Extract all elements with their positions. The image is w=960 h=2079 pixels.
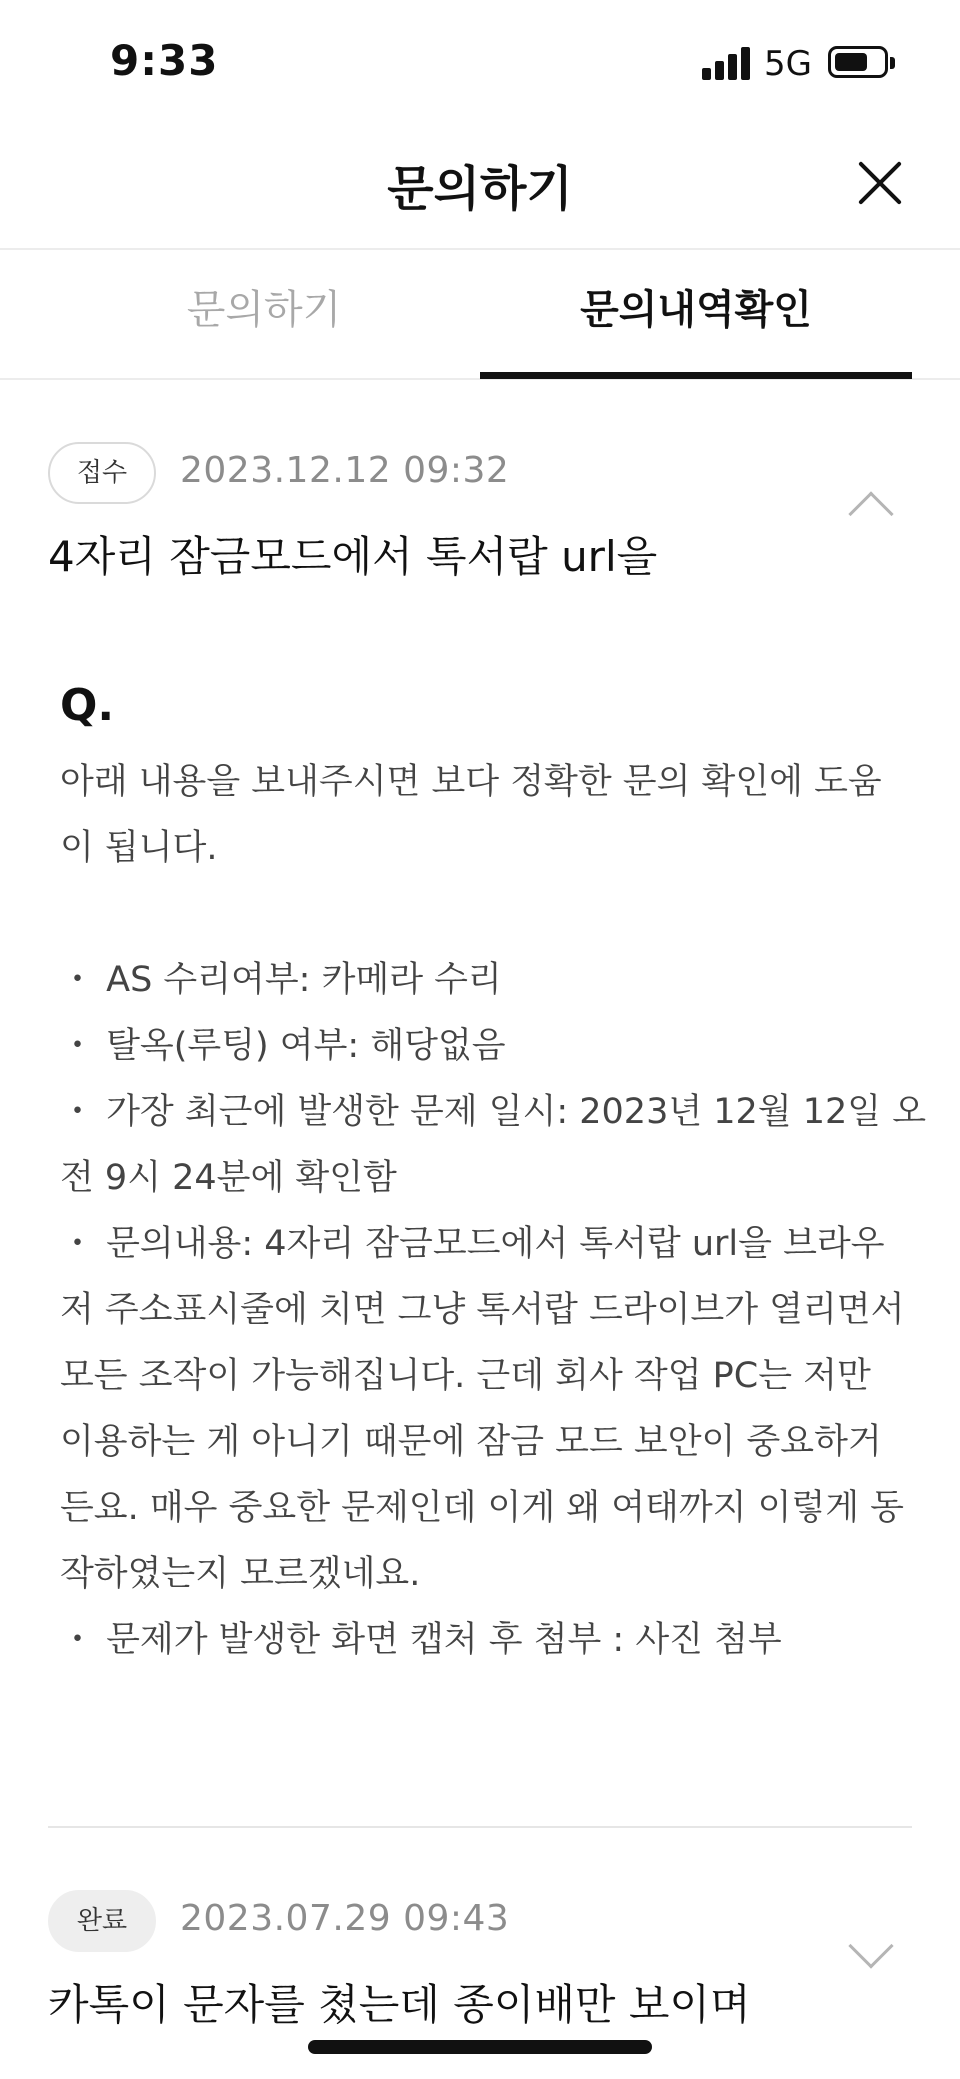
status-time: 9:33 <box>110 36 219 85</box>
tab-inquiry[interactable]: 문의하기 <box>186 287 342 333</box>
inquiry-date: 2023.07.29 09:43 <box>180 1898 510 1939</box>
question-line: ・ 문의내용: 4자리 잠금모드에서 톡서랍 url을 브라우 <box>60 1224 885 1264</box>
question-line: ・ 탈옥(루팅) 여부: 해당없음 <box>60 1026 506 1066</box>
tab-bar <box>0 250 960 380</box>
signal-icon <box>702 46 752 80</box>
question-line: 아래 내용을 보내주시면 보다 정확한 문의 확인에 도움 <box>60 762 882 802</box>
inquiry-item-header[interactable] <box>0 1890 960 2050</box>
status-bar <box>0 0 960 130</box>
status-badge: 접수 <box>48 442 156 504</box>
status-badge: 완료 <box>48 1890 156 1952</box>
divider <box>48 1826 912 1828</box>
close-icon[interactable] <box>848 150 914 216</box>
question-line: ・ 가장 최근에 발생한 문제 일시: 2023년 12월 12일 오 <box>60 1092 927 1132</box>
question-line: 모든 조작이 가능해집니다. 근데 회사 작업 PC는 저만 <box>60 1356 871 1396</box>
question-line: 작하였는지 모르겠네요. <box>60 1554 421 1594</box>
header <box>0 130 960 250</box>
question-line: 이용하는 게 아니기 때문에 잠금 모드 보안이 중요하거 <box>60 1422 882 1462</box>
question-line: 전 9시 24분에 확인함 <box>60 1158 397 1198</box>
inquiry-title: 4자리 잠금모드에서 톡서랍 url을 <box>48 532 658 581</box>
question-line: ・ 문제가 발생한 화면 캡처 후 첨부 : 사진 첨부 <box>60 1620 782 1660</box>
chevron-down-icon[interactable] <box>848 1923 893 1968</box>
inquiry-date: 2023.12.12 09:32 <box>180 450 510 491</box>
page-title: 문의하기 <box>387 161 573 217</box>
home-indicator <box>308 2040 652 2054</box>
inquiry-title: 카톡이 문자를 쳤는데 종이배만 보이며 <box>48 1980 751 2029</box>
question-line: 든요. 매우 중요한 문제인데 이게 왜 여태까지 이렇게 동 <box>60 1488 904 1528</box>
question-line: ・ AS 수리여부: 카메라 수리 <box>60 960 502 1000</box>
inquiry-item-header[interactable] <box>0 430 960 590</box>
question-label: Q. <box>60 680 115 731</box>
battery-icon <box>828 46 888 78</box>
question-text <box>60 749 927 1673</box>
inquiry-question-body <box>60 680 927 1673</box>
tab-inquiry-history[interactable]: 문의내역확인 <box>580 287 812 333</box>
network-label: 5G <box>764 44 812 84</box>
question-line-blank <box>60 881 920 947</box>
question-line: 저 주소표시줄에 치면 그냥 톡서랍 드라이브가 열리면서 <box>60 1290 905 1330</box>
active-tab-indicator <box>480 372 912 379</box>
question-line: 이 됩니다. <box>60 828 218 868</box>
chevron-up-icon[interactable] <box>848 491 893 536</box>
